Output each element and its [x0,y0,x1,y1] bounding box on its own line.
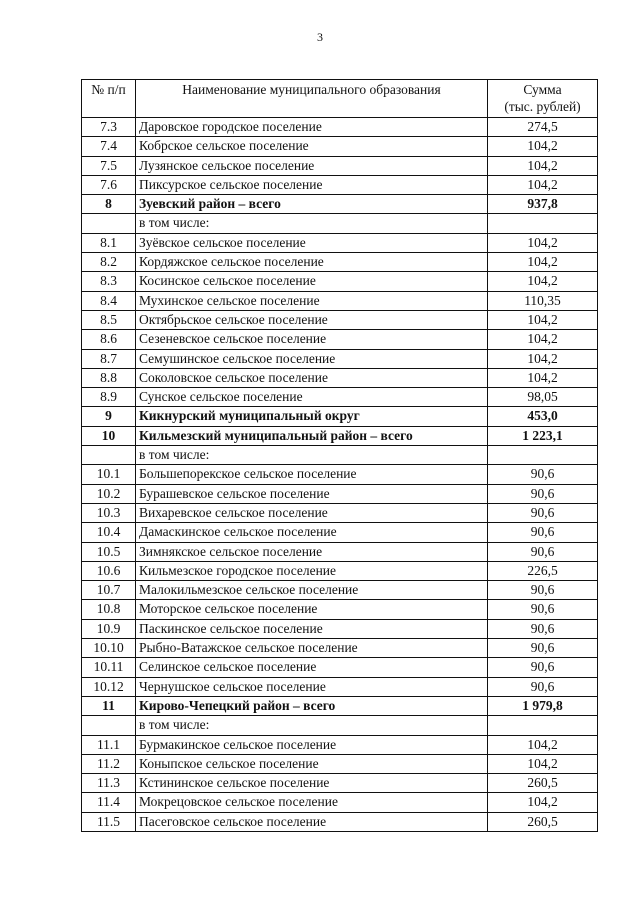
table-row [82,233,598,252]
row-name: Сунское сельское поселение [136,388,488,407]
row-name: Бурашевское сельское поселение [136,484,488,503]
row-sum: 104,2 [488,793,598,812]
row-name: Лузянское сельское поселение [136,156,488,175]
row-number: 7.6 [82,175,136,194]
row-sum: 90,6 [488,581,598,600]
row-sum: 90,6 [488,658,598,677]
table-row [82,484,598,503]
row-number: 11.3 [82,774,136,793]
table-row [82,658,598,677]
table-row [82,716,598,735]
row-name: Кильмезское городское поселение [136,561,488,580]
row-name: Селинское сельское поселение [136,658,488,677]
row-sum: 104,2 [488,175,598,194]
row-number [82,214,136,233]
table-row [82,214,598,233]
table-row [82,368,598,387]
row-name: Мухинское сельское поселение [136,291,488,310]
header-number: № п/п [82,80,136,118]
header-sum-unit: (тыс. рублей) [504,99,581,114]
row-number: 10.9 [82,619,136,638]
table-row [82,735,598,754]
row-number: 7.3 [82,118,136,137]
row-sum: 98,05 [488,388,598,407]
row-number: 10.3 [82,503,136,522]
table-row [82,561,598,580]
row-sum: 104,2 [488,310,598,329]
row-sum [488,716,598,735]
row-sum: 110,35 [488,291,598,310]
table-row [82,639,598,658]
row-name: Дамаскинское сельское поселение [136,523,488,542]
row-name: Кикнурский муниципальный округ [136,407,488,426]
table-row [82,195,598,214]
table-row [82,272,598,291]
row-sum [488,214,598,233]
row-name: Кобрское сельское поселение [136,137,488,156]
row-number: 10.12 [82,677,136,696]
table-row [82,793,598,812]
row-sum: 226,5 [488,561,598,580]
header-sum-title: Сумма [523,82,562,97]
table-row [82,523,598,542]
row-number: 11.4 [82,793,136,812]
table-row [82,446,598,465]
table-row [82,503,598,522]
table-row [82,253,598,272]
table-row [82,812,598,831]
row-number: 10 [82,426,136,445]
row-number: 9 [82,407,136,426]
row-sum: 90,6 [488,523,598,542]
row-sum: 104,2 [488,156,598,175]
row-name: Вихаревское сельское поселение [136,503,488,522]
row-number: 8.7 [82,349,136,368]
row-number: 8.5 [82,310,136,329]
row-number: 11.1 [82,735,136,754]
row-name: Малокильмезское сельское поселение [136,581,488,600]
row-name: Пасеговское сельское поселение [136,812,488,831]
row-name: Чернушское сельское поселение [136,677,488,696]
row-sum: 90,6 [488,542,598,561]
table-row [82,426,598,445]
row-name: Соколовское сельское поселение [136,368,488,387]
table-row [82,407,598,426]
row-sum: 453,0 [488,407,598,426]
row-name: Кильмезский муниципальный район – всего [136,426,488,445]
row-number: 8.9 [82,388,136,407]
row-number [82,716,136,735]
row-name: в том числе: [136,716,488,735]
table-body [82,118,598,832]
row-name: Большепорекское сельское поселение [136,465,488,484]
row-number: 8.3 [82,272,136,291]
row-name: Бурмакинское сельское поселение [136,735,488,754]
header-sum [488,80,598,118]
table-header-row [82,80,598,118]
table-row [82,542,598,561]
row-number: 11.5 [82,812,136,831]
row-number: 8.8 [82,368,136,387]
table-row [82,175,598,194]
table-row [82,619,598,638]
row-name: Кстининское сельское поселение [136,774,488,793]
row-name: Паскинское сельское поселение [136,619,488,638]
row-sum: 260,5 [488,774,598,793]
row-name: Пиксурское сельское поселение [136,175,488,194]
row-number: 10.11 [82,658,136,677]
row-sum: 1 979,8 [488,696,598,715]
row-number: 10.7 [82,581,136,600]
row-name: Коныпское сельское поселение [136,754,488,773]
row-number: 10.5 [82,542,136,561]
page-number: 3 [317,30,323,44]
row-name: Зуёвское сельское поселение [136,233,488,252]
row-sum: 104,2 [488,253,598,272]
row-sum: 104,2 [488,233,598,252]
row-sum: 104,2 [488,735,598,754]
row-name: Кирово-Чепецкий район – всего [136,696,488,715]
row-number [82,446,136,465]
row-name: Сезеневское сельское поселение [136,330,488,349]
table-row [82,349,598,368]
row-sum: 104,2 [488,137,598,156]
row-name: Косинское сельское поселение [136,272,488,291]
budget-table [81,79,598,832]
row-sum: 1 223,1 [488,426,598,445]
row-name: Зимнякское сельское поселение [136,542,488,561]
row-name: в том числе: [136,214,488,233]
table-row [82,600,598,619]
row-sum: 90,6 [488,484,598,503]
row-number: 10.6 [82,561,136,580]
row-sum: 937,8 [488,195,598,214]
row-number: 7.5 [82,156,136,175]
row-number: 8.4 [82,291,136,310]
row-number: 7.4 [82,137,136,156]
row-name: Рыбно-Ватажское сельское поселение [136,639,488,658]
row-sum: 90,6 [488,465,598,484]
table-row [82,677,598,696]
row-sum: 104,2 [488,754,598,773]
row-number: 10.4 [82,523,136,542]
row-sum: 260,5 [488,812,598,831]
row-sum: 90,6 [488,619,598,638]
row-number: 8 [82,195,136,214]
row-name: Зуевский район – всего [136,195,488,214]
row-number: 8.6 [82,330,136,349]
row-sum: 274,5 [488,118,598,137]
row-sum: 90,6 [488,503,598,522]
row-name: Мокрецовское сельское поселение [136,793,488,812]
table-row [82,581,598,600]
row-number: 10.1 [82,465,136,484]
row-sum: 104,2 [488,330,598,349]
table-row [82,774,598,793]
row-number: 11.2 [82,754,136,773]
table-row [82,330,598,349]
row-name: Кордяжское сельское поселение [136,253,488,272]
table-row [82,388,598,407]
row-name: Семушинское сельское поселение [136,349,488,368]
table-row [82,156,598,175]
table-row [82,137,598,156]
row-name: в том числе: [136,446,488,465]
row-sum [488,446,598,465]
table-row [82,465,598,484]
row-sum: 90,6 [488,600,598,619]
table-row [82,754,598,773]
row-name: Моторское сельское поселение [136,600,488,619]
table-row [82,310,598,329]
row-sum: 104,2 [488,272,598,291]
row-name: Октябрьское сельское поселение [136,310,488,329]
row-number: 8.2 [82,253,136,272]
row-sum: 104,2 [488,349,598,368]
row-number: 10.10 [82,639,136,658]
header-name: Наименование муниципального образования [136,80,488,118]
table-row [82,118,598,137]
row-number: 8.1 [82,233,136,252]
row-number: 11 [82,696,136,715]
row-sum: 90,6 [488,677,598,696]
row-name: Даровское городское поселение [136,118,488,137]
row-sum: 104,2 [488,368,598,387]
table-row [82,291,598,310]
table-row [82,696,598,715]
row-number: 10.2 [82,484,136,503]
row-number: 10.8 [82,600,136,619]
row-sum: 90,6 [488,639,598,658]
